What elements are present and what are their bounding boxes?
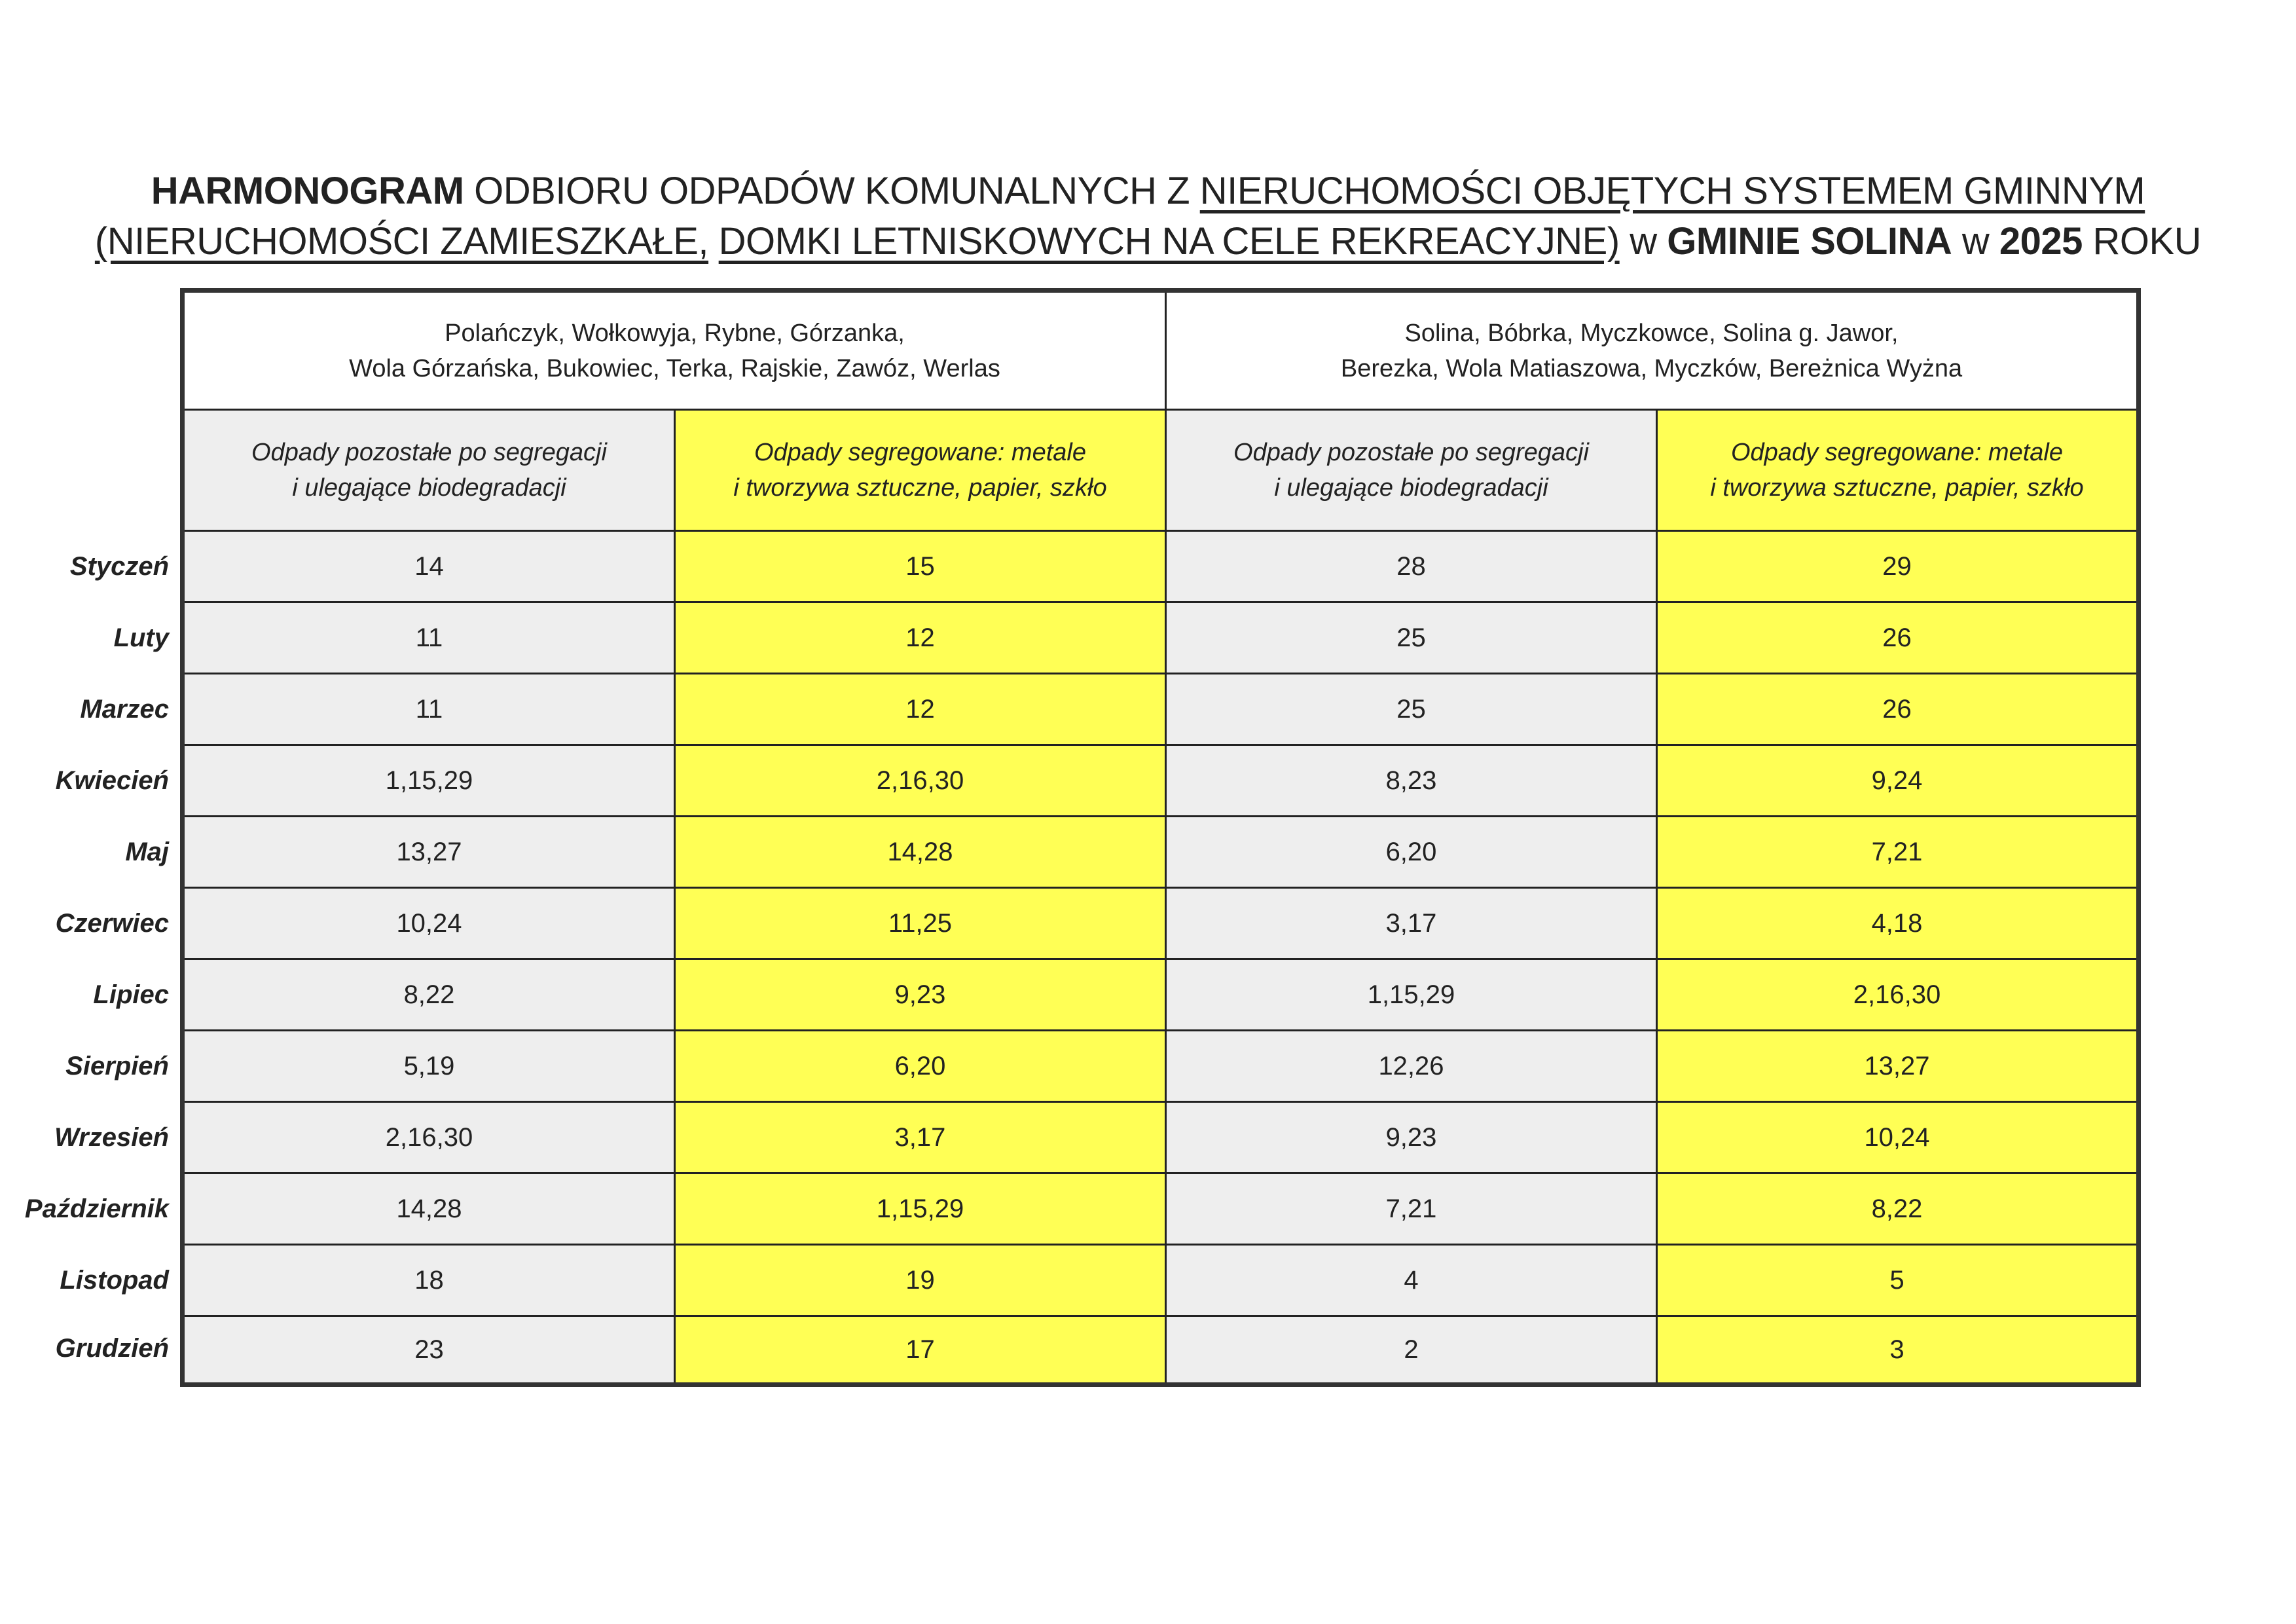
title-text: w bbox=[1619, 220, 1667, 263]
header-line: i ulegające biodegradacji bbox=[1274, 474, 1548, 502]
cell-group-2-segregated: 3 bbox=[1658, 1317, 2136, 1382]
cell-group-2-mixed: 7,21 bbox=[1167, 1174, 1658, 1246]
header-line: i tworzywa sztuczne, papier, szkło bbox=[733, 474, 1107, 502]
group-2-towns-line-2: Berezka, Wola Matiaszowa, Myczków, Bereżnica Wyżna bbox=[1340, 354, 1963, 382]
month-label: Lipiec bbox=[93, 980, 169, 1009]
cell-group-2-mixed: 28 bbox=[1167, 532, 1658, 603]
cell-group-1-mixed: 14,28 bbox=[185, 1174, 676, 1246]
group-1-mixed-waste-header bbox=[185, 411, 676, 532]
title-text: w bbox=[1952, 220, 1999, 263]
cell-group-2-segregated: 7,21 bbox=[1658, 817, 2136, 889]
group-2-towns-line-1: Solina, Bóbrka, Myczkowce, Solina g. Jawor, bbox=[1404, 319, 1899, 347]
month-label: Kwiecień bbox=[55, 766, 169, 795]
cell-group-1-mixed: 10,24 bbox=[185, 889, 676, 960]
header-line: Odpady pozostałe po segregacji bbox=[1233, 439, 1589, 466]
cell-group-1-segregated: 11,25 bbox=[676, 889, 1167, 960]
cell-group-2-mixed: 3,17 bbox=[1167, 889, 1658, 960]
header-line: Odpady pozostałe po segregacji bbox=[251, 439, 607, 466]
group-2-segregated-waste-header bbox=[1658, 411, 2136, 532]
month-label: Sierpień bbox=[65, 1051, 169, 1080]
header-line: i tworzywa sztuczne, papier, szkło bbox=[1710, 474, 2084, 502]
cell-group-1-segregated: 3,17 bbox=[676, 1103, 1167, 1174]
cell-group-2-segregated: 26 bbox=[1658, 674, 2136, 746]
cell-group-1-segregated: 9,23 bbox=[676, 960, 1167, 1031]
month-label: Wrzesień bbox=[54, 1122, 169, 1152]
title-space bbox=[708, 220, 719, 263]
cell-group-2-mixed: 12,26 bbox=[1167, 1031, 1658, 1103]
group-1-segregated-waste-header bbox=[676, 411, 1167, 532]
cell-group-1-segregated: 14,28 bbox=[676, 817, 1167, 889]
cell-group-1-mixed: 11 bbox=[185, 674, 676, 746]
title-underlined-2: DOMKI LETNISKOWYCH NA CELE REKREACYJNE) bbox=[718, 220, 1620, 263]
cell-group-1-mixed: 18 bbox=[185, 1246, 676, 1317]
title-harmonogram: HARMONOGRAM bbox=[151, 170, 464, 212]
month-label: Czerwiec bbox=[55, 908, 169, 938]
cell-group-2-segregated: 26 bbox=[1658, 603, 2136, 674]
cell-group-1-mixed: 13,27 bbox=[185, 817, 676, 889]
cell-group-2-segregated: 13,27 bbox=[1658, 1031, 2136, 1103]
cell-group-1-segregated: 12 bbox=[676, 603, 1167, 674]
month-label: Listopad bbox=[60, 1265, 169, 1295]
cell-group-1-segregated: 12 bbox=[676, 674, 1167, 746]
cell-group-2-mixed: 9,23 bbox=[1167, 1103, 1658, 1174]
cell-group-2-segregated: 4,18 bbox=[1658, 889, 2136, 960]
cell-group-1-segregated: 17 bbox=[676, 1317, 1167, 1382]
cell-group-1-segregated: 1,15,29 bbox=[676, 1174, 1167, 1246]
month-label: Październik bbox=[24, 1194, 169, 1223]
cell-group-2-segregated: 2,16,30 bbox=[1658, 960, 2136, 1031]
schedule-table bbox=[180, 288, 2141, 1387]
cell-group-2-segregated: 9,24 bbox=[1658, 746, 2136, 817]
group-2-towns-header bbox=[1167, 293, 2136, 411]
month-label: Grudzień bbox=[55, 1334, 169, 1363]
group-1-towns-line-2: Wola Górzańska, Bukowiec, Terka, Rajskie, Zawóz, Werlas bbox=[349, 354, 1000, 382]
month-label: Maj bbox=[125, 837, 169, 866]
title-underlined: NIERUCHOMOŚCI OBJĘTYCH SYSTEMEM GMINNYM bbox=[1199, 170, 2145, 212]
cell-group-1-mixed: 5,19 bbox=[185, 1031, 676, 1103]
cell-group-1-mixed: 23 bbox=[185, 1317, 676, 1382]
cell-group-1-segregated: 19 bbox=[676, 1246, 1167, 1317]
cell-group-2-segregated: 29 bbox=[1658, 532, 2136, 603]
cell-group-1-segregated: 6,20 bbox=[676, 1031, 1167, 1103]
cell-group-1-mixed: 2,16,30 bbox=[185, 1103, 676, 1174]
title-text: ODBIORU ODPADÓW KOMUNALNYCH Z bbox=[464, 170, 1200, 212]
header-line: Odpady segregowane: metale bbox=[1730, 439, 2063, 466]
cell-group-2-segregated: 10,24 bbox=[1658, 1103, 2136, 1174]
group-1-towns-line-1: Polańczyk, Wołkowyja, Rybne, Górzanka, bbox=[445, 319, 905, 347]
title-year: 2025 bbox=[1999, 220, 2083, 263]
cell-group-2-mixed: 25 bbox=[1167, 674, 1658, 746]
title-text: ROKU bbox=[2082, 220, 2202, 263]
header-line: Odpady segregowane: metale bbox=[754, 439, 1086, 466]
month-label: Marzec bbox=[80, 694, 169, 724]
cell-group-2-mixed: 1,15,29 bbox=[1167, 960, 1658, 1031]
cell-group-1-mixed: 1,15,29 bbox=[185, 746, 676, 817]
cell-group-2-mixed: 4 bbox=[1167, 1246, 1658, 1317]
cell-group-2-mixed: 6,20 bbox=[1167, 817, 1658, 889]
header-line: i ulegające biodegradacji bbox=[292, 474, 566, 502]
cell-group-2-mixed: 25 bbox=[1167, 603, 1658, 674]
cell-group-1-mixed: 8,22 bbox=[185, 960, 676, 1031]
cell-group-1-mixed: 11 bbox=[185, 603, 676, 674]
month-label: Luty bbox=[113, 623, 169, 652]
title-underlined-1: (NIERUCHOMOŚCI ZAMIESZKAŁE, bbox=[94, 220, 709, 263]
cell-group-1-mixed: 14 bbox=[185, 532, 676, 603]
document-title-line-1 bbox=[0, 169, 2296, 213]
cell-group-2-mixed: 8,23 bbox=[1167, 746, 1658, 817]
group-2-mixed-waste-header bbox=[1167, 411, 1658, 532]
cell-group-2-segregated: 8,22 bbox=[1658, 1174, 2136, 1246]
document-title-line-2 bbox=[0, 219, 2296, 263]
month-label: Styczeń bbox=[69, 551, 169, 581]
cell-group-1-segregated: 2,16,30 bbox=[676, 746, 1167, 817]
group-1-towns-header bbox=[185, 293, 1167, 411]
cell-group-1-segregated: 15 bbox=[676, 532, 1167, 603]
cell-group-2-mixed: 2 bbox=[1167, 1317, 1658, 1382]
title-municipality: GMINIE SOLINA bbox=[1667, 220, 1952, 263]
cell-group-2-segregated: 5 bbox=[1658, 1246, 2136, 1317]
